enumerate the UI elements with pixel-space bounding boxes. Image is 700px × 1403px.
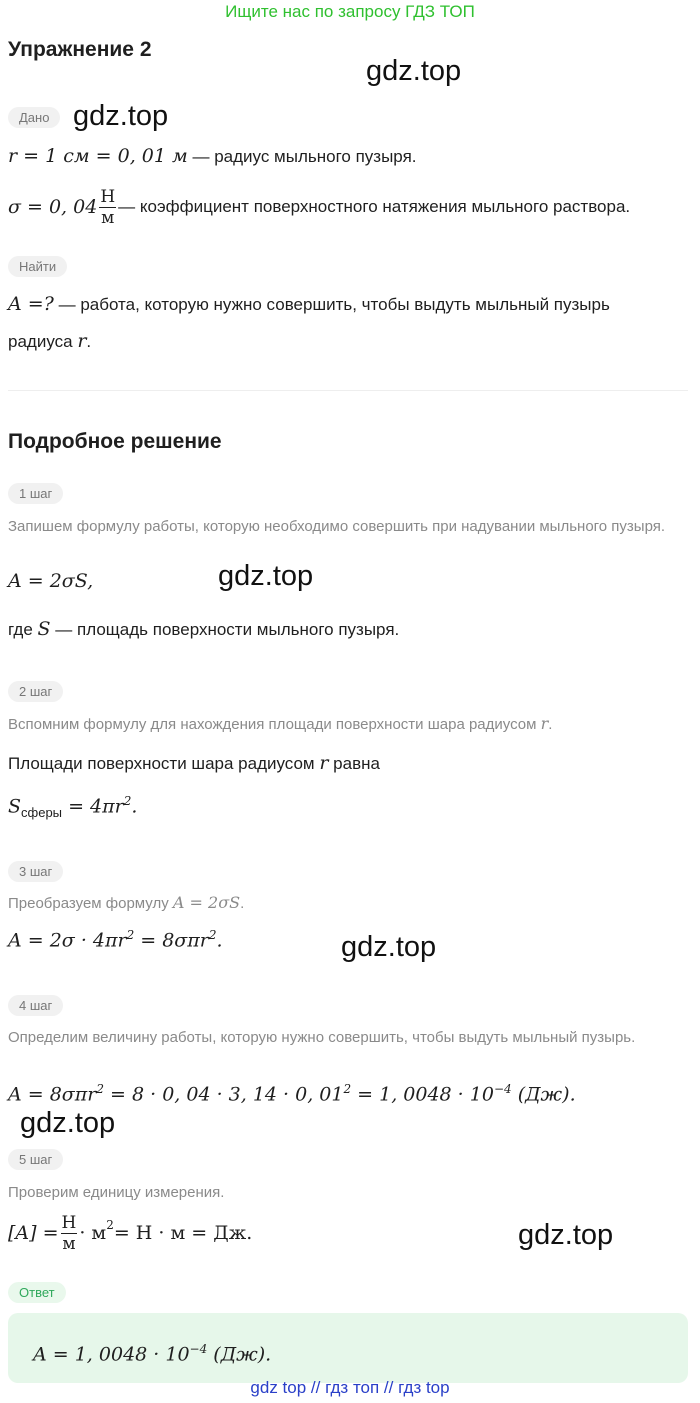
formula-c: = 1, 0048 · 10: [351, 1083, 494, 1106]
step-1-badge: 1 шаг: [8, 483, 63, 504]
find-line-2: [8, 330, 91, 352]
formula-sup: 2: [123, 794, 132, 808]
step-4-formula: [8, 1082, 576, 1105]
find-var: r: [77, 330, 87, 352]
formula-part-1: A = 2σ · 4πr: [8, 929, 127, 952]
given-tension-line: [8, 182, 630, 232]
watermark: gdz.top: [218, 560, 314, 592]
watermark: gdz.top: [341, 931, 437, 963]
fraction-numerator: Н: [61, 1212, 77, 1233]
footer-links: gdz top // гдз топ // гдз top: [250, 1378, 450, 1397]
given-tension-unit: [99, 187, 116, 228]
given-radius-formula: r = 1 см = 0, 01 м: [8, 145, 188, 167]
unit-denominator: м: [101, 207, 115, 228]
answer-formula: [33, 1342, 271, 1365]
step-4-description: Определим величину работы, которую нужно совершить, чтобы выдуть мыльный пузырь.: [8, 1029, 636, 1046]
note-var: S: [37, 618, 51, 640]
find-formula: A =?: [8, 293, 54, 315]
formula-end: .: [131, 795, 138, 818]
watermark: gdz.top: [366, 55, 462, 87]
answer-sup: −4: [189, 1342, 208, 1356]
answer-formula-main: A = 1, 0048 · 10: [33, 1343, 190, 1366]
sup-a: 2: [96, 1082, 104, 1096]
step-1-note: [8, 618, 399, 640]
sup-c: −4: [493, 1082, 512, 1096]
step-1-formula: A = 2σS,: [8, 570, 94, 592]
step-3-desc-end: .: [240, 895, 245, 912]
formula-b: = 8 · 0, 04 · 3, 14 · 0, 01: [104, 1083, 344, 1106]
step-5-badge: 5 шаг: [8, 1149, 63, 1170]
formula-d: (Дж).: [511, 1083, 576, 1106]
step-3-desc-text: Преобразуем формулу: [8, 895, 173, 912]
find-text-2: радиуса: [8, 332, 78, 351]
step-2-desc-var: r: [540, 714, 549, 733]
note-pre: где: [8, 620, 38, 639]
formula-rest: = 4πr: [62, 795, 124, 818]
step-2-text-var: r: [319, 752, 329, 774]
step-2-text-pre: Площади поверхности шара радиусом: [8, 754, 320, 773]
given-radius-line: [8, 145, 417, 167]
formula-post: = Н · м = Дж.: [113, 1222, 253, 1244]
formula-a: A = 8σπr: [8, 1083, 97, 1106]
step-1-description: Запишем формулу работы, которую необходимо совершить при надувании мыльного пузыря.: [8, 518, 666, 535]
step-5-description: Проверим единицу измерения.: [8, 1184, 225, 1201]
formula-part-2: = 8σπr: [134, 929, 209, 952]
formula-sup: 2: [106, 1218, 114, 1232]
top-banner: Ищите нас по запросу ГДЗ ТОП: [225, 2, 475, 21]
watermark: gdz.top: [73, 100, 169, 132]
watermark: gdz.top: [20, 1107, 116, 1139]
step-2-text-post: равна: [328, 754, 380, 773]
answer-unit: (Дж).: [207, 1343, 272, 1366]
unit-numerator: Н: [100, 186, 116, 207]
step-3-formula: [8, 928, 223, 951]
step-3-badge: 3 шаг: [8, 861, 63, 882]
solution-title: Подробное решение: [8, 430, 222, 453]
given-radius-text: — радиус мыльного пузыря.: [187, 147, 417, 166]
step-4-badge: 4 шаг: [8, 995, 63, 1016]
step-3-desc-formula: A = 2σS: [172, 893, 241, 912]
formula-sup-2: 2: [208, 928, 217, 942]
find-badge: Найти: [8, 256, 67, 277]
given-tension-formula: σ = 0, 04: [8, 196, 98, 218]
section-divider: [8, 390, 688, 391]
watermark: gdz.top: [518, 1219, 614, 1251]
sup-b: 2: [343, 1082, 352, 1096]
unit-fraction: [61, 1213, 78, 1254]
step-2-desc-text: Вспомним формулу для нахождения площади поверхности шара радиусом: [8, 716, 541, 733]
formula-end: .: [216, 929, 223, 952]
given-badge: Дано: [8, 107, 60, 128]
step-2-badge: 2 шаг: [8, 681, 63, 702]
find-end: .: [86, 332, 92, 351]
formula-mid: · м: [79, 1222, 107, 1244]
find-text: — работа, которую нужно совершить, чтобы выдуть мыльный пузырь: [53, 295, 610, 314]
fraction-denominator: м: [62, 1233, 76, 1254]
step-2-desc-end: .: [548, 716, 553, 733]
exercise-title: Упражнение 2: [8, 38, 152, 61]
formula-pre: [A] =: [8, 1222, 59, 1244]
answer-badge: Ответ: [8, 1282, 66, 1303]
step-2-description: [8, 713, 552, 736]
formula-s: S: [8, 795, 22, 818]
step-2-text: [8, 752, 380, 774]
step-2-formula: [8, 794, 137, 820]
find-line-1: [8, 293, 610, 315]
step-3-description: [8, 892, 244, 915]
step-5-formula: [8, 1208, 252, 1258]
formula-sub: сферы: [21, 805, 63, 821]
note-post: — площадь поверхности мыльного пузыря.: [50, 620, 400, 639]
formula-sup-1: 2: [126, 928, 135, 942]
given-tension-text: — коэффициент поверхностного натяжения мыльного раствора.: [118, 197, 631, 216]
